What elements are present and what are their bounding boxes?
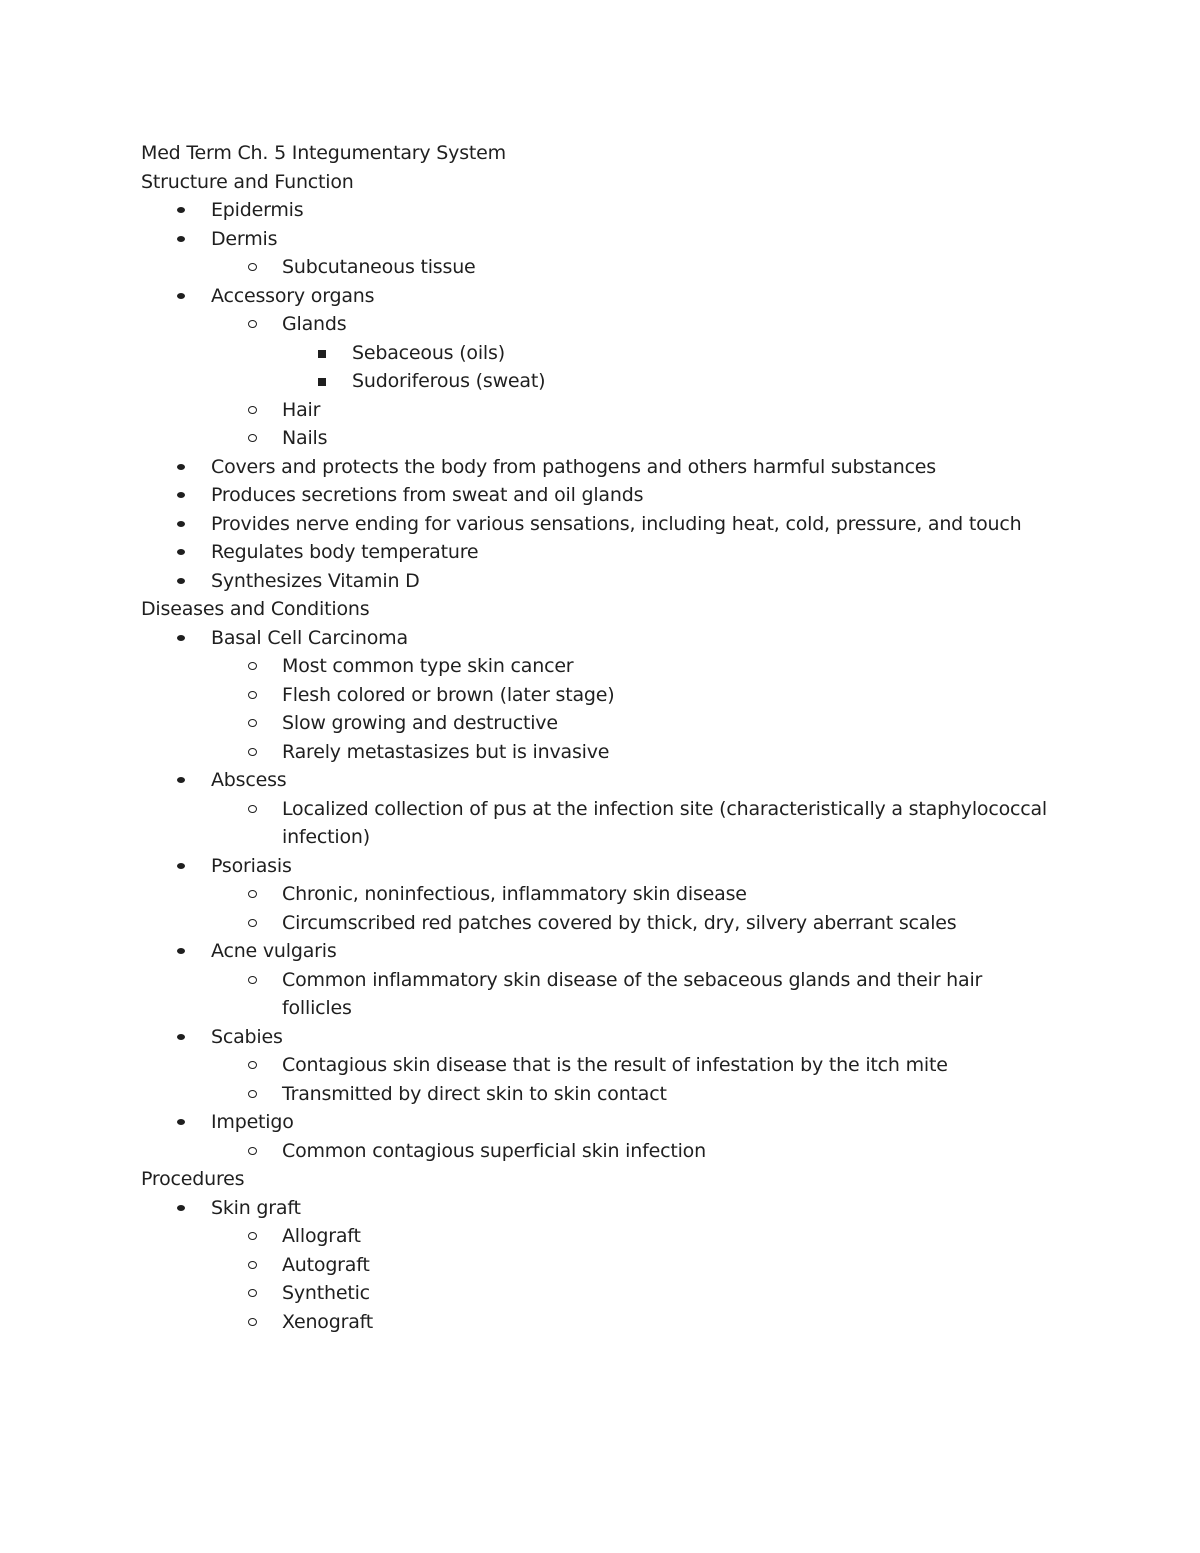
list-item: [141, 481, 1081, 510]
list-item: [141, 339, 1081, 368]
list-item-text: Sebaceous (oils): [352, 341, 505, 364]
list-item-text: Localized collection of pus at the infection site (characteristically a staphylococcal: [282, 797, 1048, 820]
list-item: [141, 880, 1081, 909]
list-item: [141, 1051, 1081, 1080]
list-item: [141, 396, 1081, 425]
list-item-text: Circumscribed red patches covered by thick, dry, silvery aberrant scales: [282, 911, 957, 934]
list-item: [141, 1080, 1081, 1109]
list-item: [141, 1251, 1081, 1280]
list-item-text: Epidermis: [211, 199, 304, 221]
outline-list: [141, 168, 1081, 1337]
list-item-text: Basal Cell Carcinoma: [211, 626, 408, 649]
list-item-continuation: infection): [282, 826, 370, 848]
list-item: [141, 225, 1081, 254]
list-item-text: Glands: [282, 313, 347, 335]
list-item: [141, 966, 1081, 995]
list-item: [141, 909, 1081, 938]
list-item-text: Chronic, noninfectious, inflammatory skin disease: [282, 883, 747, 905]
list-item: [141, 766, 1081, 795]
list-item-text: Synthetic: [282, 1282, 370, 1304]
list-item-text: Common contagious superficial skin infection: [282, 1139, 706, 1162]
list-item: [141, 196, 1081, 225]
list-item-text: Regulates body temperature: [211, 541, 479, 563]
list-item: [141, 624, 1081, 653]
list-item: [141, 453, 1081, 482]
list-item: [141, 510, 1081, 539]
list-item-text: Most common type skin cancer: [282, 655, 574, 677]
list-item-continuation: follicles: [282, 997, 352, 1019]
list-item: [141, 795, 1081, 824]
list-item-text: Abscess: [211, 769, 287, 791]
section-heading: Procedures: [141, 1168, 245, 1190]
list-item-text: Synthesizes Vitamin D: [211, 569, 420, 592]
list-item: [141, 1137, 1081, 1166]
list-item-text: Provides nerve ending for various sensations, including heat, cold, pressure, and touch: [211, 512, 1022, 535]
document-body: [141, 139, 1081, 1336]
list-item-text: Skin graft: [211, 1196, 301, 1219]
list-item: [141, 367, 1081, 396]
list-item-text: Xenograft: [282, 1310, 374, 1333]
list-item-text: Accessory organs: [211, 284, 375, 307]
list-item-text: Flesh colored or brown (later stage): [282, 683, 615, 706]
list-item-text: Nails: [282, 427, 328, 449]
document-title: Med Term Ch. 5 Integumentary System: [141, 142, 506, 164]
list-item: [141, 310, 1081, 339]
section-heading: Structure and Function: [141, 170, 354, 193]
list-item: [141, 709, 1081, 738]
list-item-text: Rarely metastasizes but is invasive: [282, 740, 610, 763]
list-item-text: Sudoriferous (sweat): [352, 370, 546, 392]
list-item-text: Psoriasis: [211, 854, 292, 877]
list-item: [141, 738, 1081, 767]
list-item: [141, 681, 1081, 710]
list-item: [141, 1308, 1081, 1337]
list-item: [141, 282, 1081, 311]
list-item: [141, 652, 1081, 681]
list-item-text: Slow growing and destructive: [282, 712, 558, 734]
list-item: [141, 1279, 1081, 1308]
list-item-text: Allograft: [282, 1225, 361, 1247]
list-item: [141, 1108, 1081, 1137]
list-item-text: Hair: [282, 398, 321, 421]
section-heading: Diseases and Conditions: [141, 598, 370, 620]
list-item: [141, 1222, 1081, 1251]
list-item: [141, 937, 1081, 966]
list-item-text: Contagious skin disease that is the result of infestation by the itch mite: [282, 1054, 948, 1076]
list-item-text: Common inflammatory skin disease of the sebaceous glands and their hair: [282, 968, 983, 991]
list-item-text: Transmitted by direct skin to skin contact: [282, 1082, 667, 1105]
list-item-text: Acne vulgaris: [211, 940, 337, 962]
list-item-text: Autograft: [282, 1253, 370, 1276]
list-item-text: Produces secretions from sweat and oil glands: [211, 484, 644, 506]
list-item: [141, 567, 1081, 596]
list-item-text: Impetigo: [211, 1111, 294, 1133]
list-item: [141, 1023, 1081, 1052]
list-item-text: Covers and protects the body from pathogens and others harmful substances: [211, 455, 936, 478]
list-item-text: Dermis: [211, 227, 278, 250]
list-item-text: Scabies: [211, 1025, 283, 1048]
list-item-text: Subcutaneous tissue: [282, 256, 476, 278]
list-item: [141, 852, 1081, 881]
list-item: [141, 253, 1081, 282]
list-item: [141, 538, 1081, 567]
list-item: [141, 1194, 1081, 1223]
list-item: [141, 424, 1081, 453]
